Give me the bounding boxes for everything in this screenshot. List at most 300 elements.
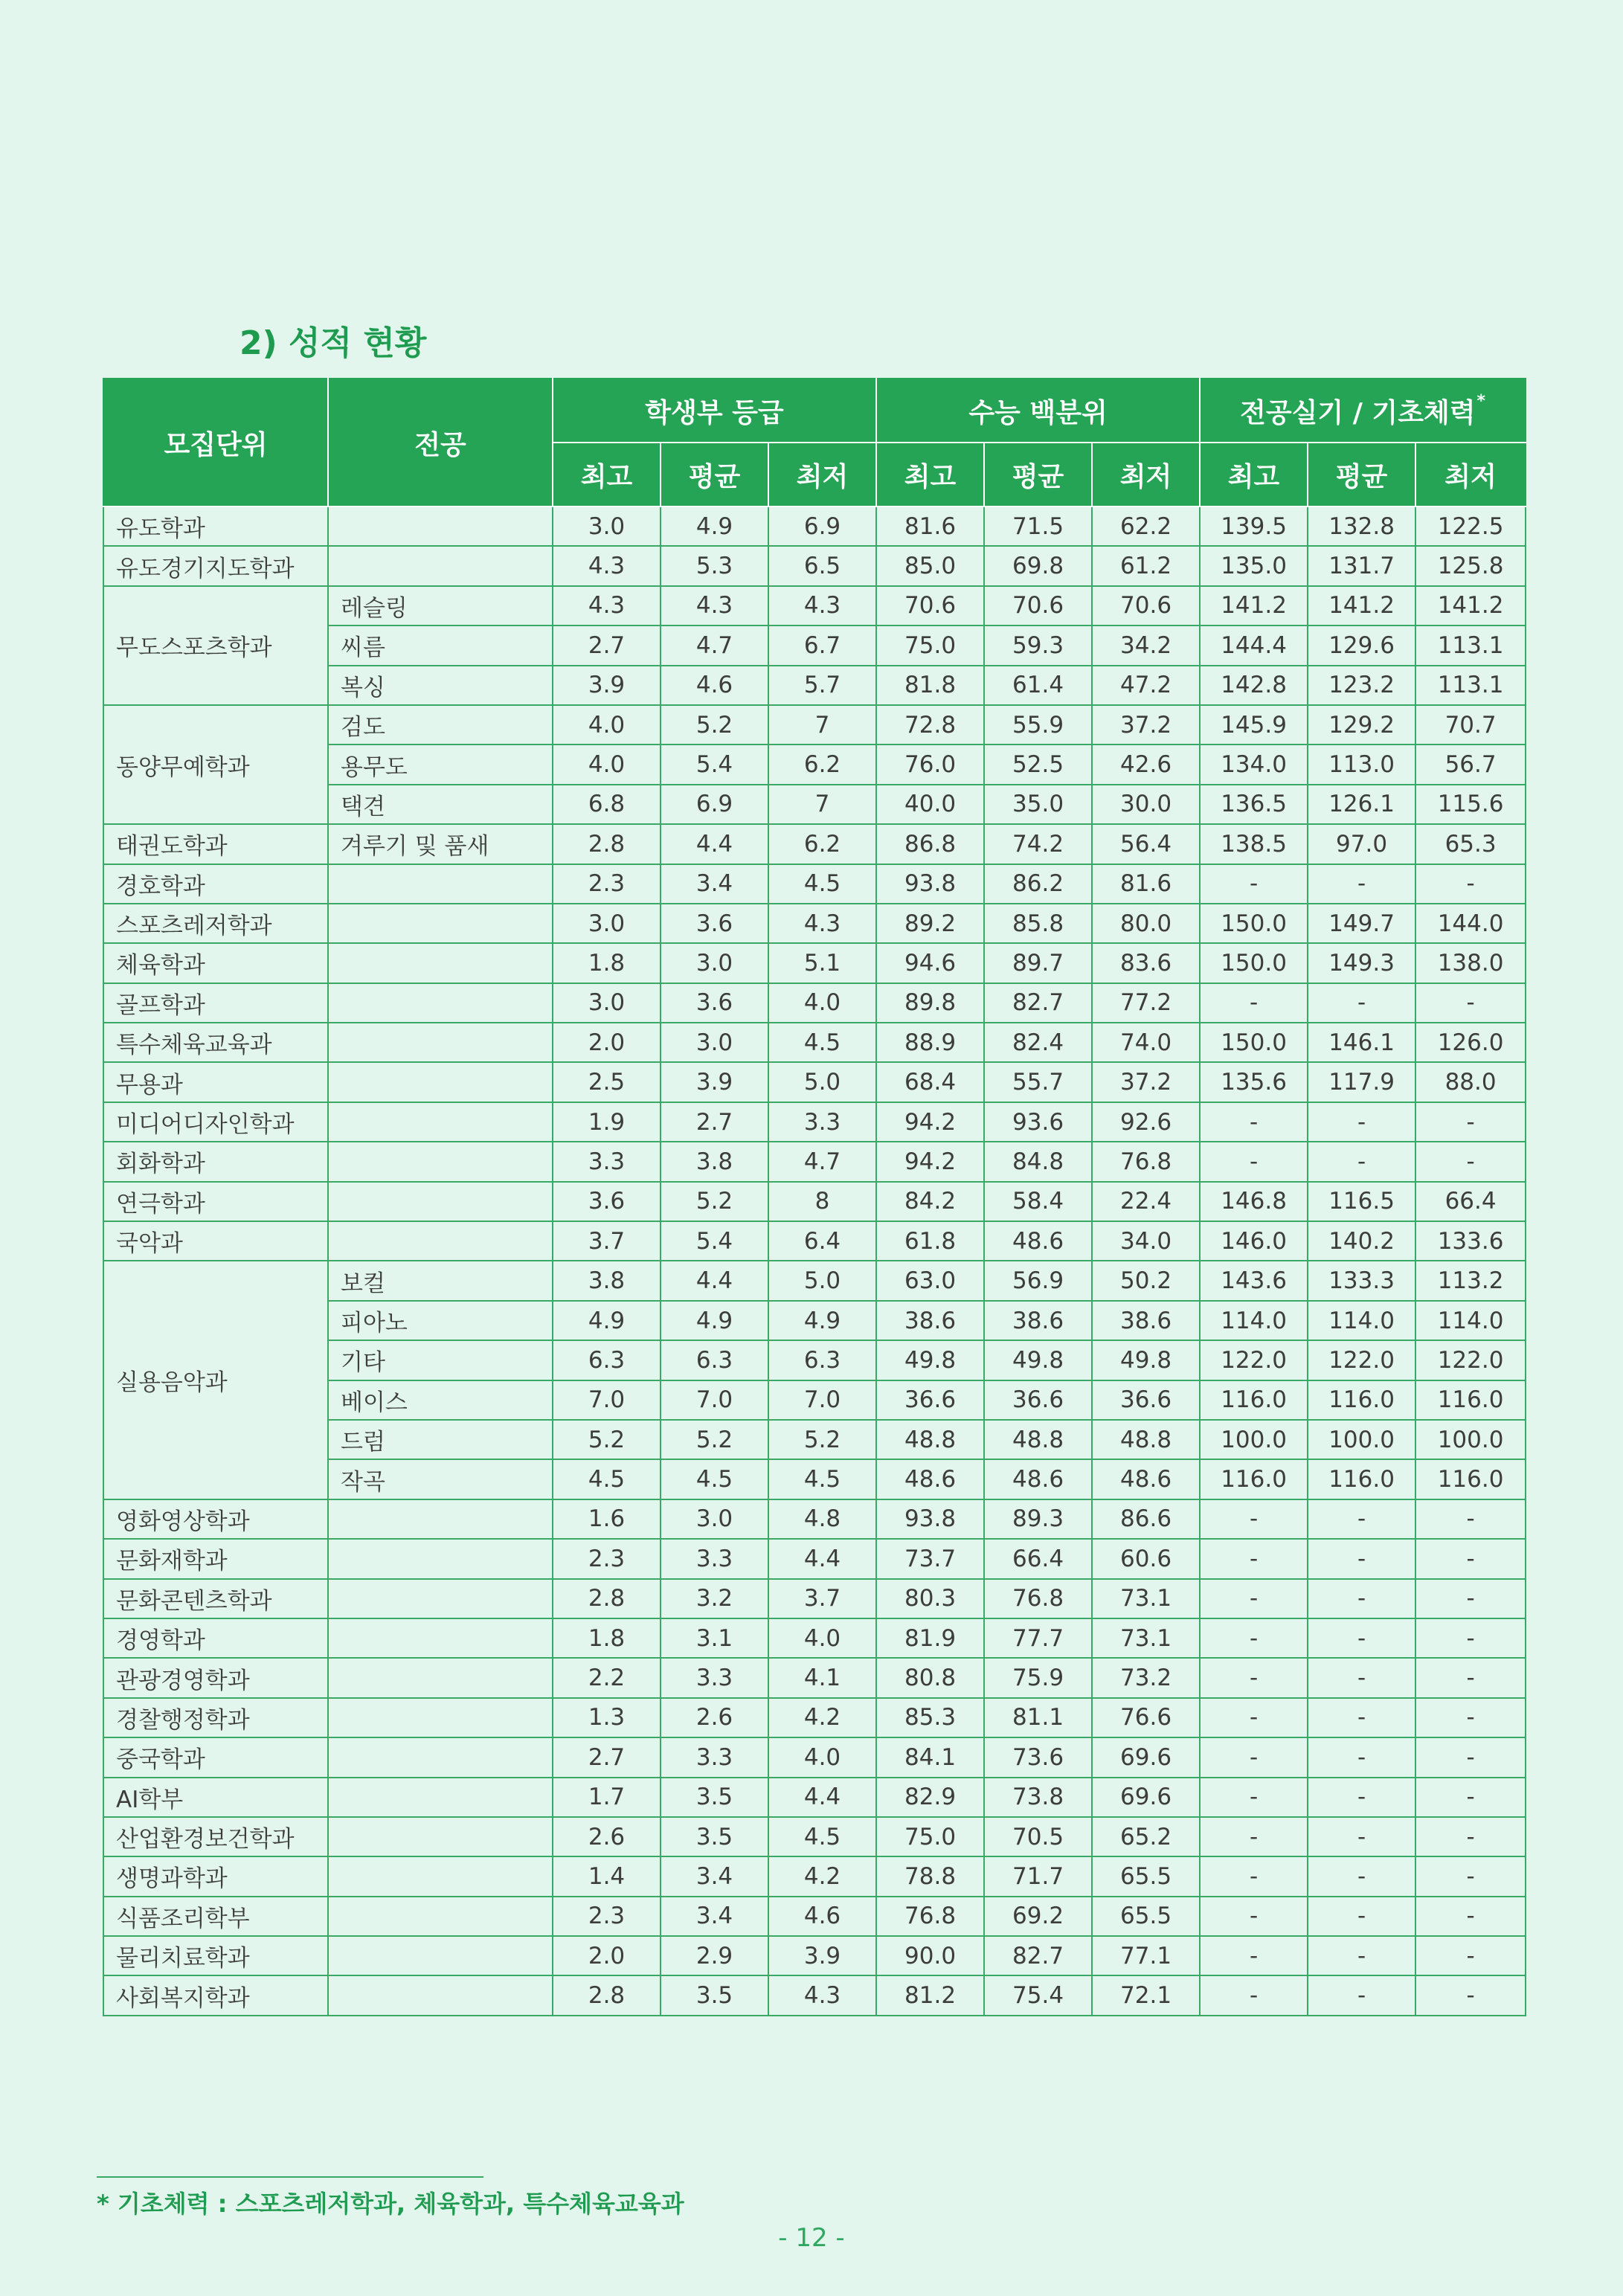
cell-practical-max: 138.5 [1200, 824, 1308, 864]
cell-major [328, 1975, 553, 2015]
cell-csat-min: 47.2 [1092, 666, 1200, 705]
cell-practical-avg: 116.0 [1308, 1459, 1415, 1499]
cell-major [328, 1102, 553, 1142]
cell-record-min: 4.9 [768, 1301, 876, 1340]
cell-practical-max: 135.6 [1200, 1062, 1308, 1102]
cell-practical-max: 143.6 [1200, 1261, 1308, 1300]
cell-csat-max: 94.2 [876, 1102, 984, 1142]
cell-csat-min: 56.4 [1092, 824, 1200, 864]
cell-csat-max: 70.6 [876, 586, 984, 626]
cell-practical-max: - [1200, 1737, 1308, 1777]
table-row [103, 1975, 1526, 2015]
cell-csat-max: 88.9 [876, 1023, 984, 1062]
table-row [103, 705, 1526, 745]
cell-practical-max: 135.0 [1200, 546, 1308, 585]
cell-csat-avg: 66.4 [984, 1539, 1092, 1578]
cell-practical-avg: - [1308, 1579, 1415, 1618]
cell-record-max: 2.8 [553, 1579, 661, 1618]
cell-csat-avg: 89.3 [984, 1499, 1092, 1539]
cell-recruit-unit: 경찰행정학과 [103, 1698, 328, 1737]
cell-recruit-unit: 무도스포츠학과 [103, 586, 328, 705]
cell-practical-max: 100.0 [1200, 1420, 1308, 1459]
cell-record-avg: 3.5 [661, 1778, 768, 1817]
cell-record-min: 4.1 [768, 1658, 876, 1697]
cell-csat-avg: 89.7 [984, 943, 1092, 983]
cell-major [328, 507, 553, 546]
cell-csat-avg: 48.6 [984, 1459, 1092, 1499]
cell-practical-avg: 122.0 [1308, 1340, 1415, 1380]
cell-record-avg: 6.9 [661, 785, 768, 824]
cell-practical-min: 70.7 [1415, 705, 1526, 745]
cell-record-max: 5.2 [553, 1420, 661, 1459]
cell-csat-avg: 48.8 [984, 1420, 1092, 1459]
header-practical-fitness [1200, 379, 1526, 443]
cell-practical-avg: 146.1 [1308, 1023, 1415, 1062]
cell-major [328, 983, 553, 1023]
cell-csat-max: 81.8 [876, 666, 984, 705]
cell-csat-max: 61.8 [876, 1221, 984, 1261]
cell-csat-avg: 49.8 [984, 1340, 1092, 1380]
cell-practical-avg: 116.0 [1308, 1380, 1415, 1420]
footnote-divider [97, 2176, 483, 2178]
cell-record-min: 4.5 [768, 1023, 876, 1062]
cell-record-max: 2.7 [553, 1737, 661, 1777]
footnote: * 기초체력 : 스포츠레저학과, 체육학과, 특수체육교육과 [97, 2190, 684, 2218]
cell-major [328, 904, 553, 943]
cell-record-avg: 5.4 [661, 745, 768, 784]
cell-csat-min: 83.6 [1092, 943, 1200, 983]
cell-recruit-unit: 미디어디자인학과 [103, 1102, 328, 1142]
cell-record-max: 2.0 [553, 1936, 661, 1975]
cell-practical-avg: 114.0 [1308, 1301, 1415, 1340]
cell-practical-avg: 140.2 [1308, 1221, 1415, 1261]
cell-recruit-unit: 문화재학과 [103, 1539, 328, 1578]
cell-record-min: 4.0 [768, 1618, 876, 1658]
cell-practical-max: 146.0 [1200, 1221, 1308, 1261]
cell-practical-avg: 131.7 [1308, 546, 1415, 585]
cell-csat-avg: 82.4 [984, 1023, 1092, 1062]
table-row [103, 1142, 1526, 1181]
cell-csat-min: 76.6 [1092, 1698, 1200, 1737]
table-row [103, 1897, 1526, 1936]
cell-csat-max: 81.9 [876, 1618, 984, 1658]
cell-major [328, 1936, 553, 1975]
cell-csat-max: 80.8 [876, 1658, 984, 1697]
table-row [103, 824, 1526, 864]
table-row [103, 983, 1526, 1023]
cell-csat-min: 60.6 [1092, 1539, 1200, 1578]
cell-record-min: 6.5 [768, 546, 876, 585]
cell-recruit-unit: 영화영상학과 [103, 1499, 328, 1539]
cell-major: 레슬링 [328, 586, 553, 626]
cell-practical-max: 136.5 [1200, 785, 1308, 824]
cell-record-max: 3.0 [553, 507, 661, 546]
cell-practical-max: - [1200, 1698, 1308, 1737]
cell-record-avg: 4.9 [661, 507, 768, 546]
table-row [103, 1618, 1526, 1658]
cell-csat-min: 77.1 [1092, 1936, 1200, 1975]
cell-record-min: 4.5 [768, 1817, 876, 1856]
cell-record-max: 3.7 [553, 1221, 661, 1261]
cell-record-max: 1.9 [553, 1102, 661, 1142]
cell-practical-avg: - [1308, 1817, 1415, 1856]
cell-practical-max: - [1200, 864, 1308, 904]
cell-recruit-unit: 유도경기지도학과 [103, 546, 328, 585]
cell-record-min: 4.5 [768, 1459, 876, 1499]
cell-csat-max: 81.6 [876, 507, 984, 546]
cell-csat-max: 81.2 [876, 1975, 984, 2015]
cell-csat-min: 73.1 [1092, 1579, 1200, 1618]
cell-major [328, 1658, 553, 1697]
cell-csat-avg: 55.9 [984, 705, 1092, 745]
cell-record-max: 2.6 [553, 1817, 661, 1856]
cell-csat-min: 61.2 [1092, 546, 1200, 585]
cell-csat-avg: 61.4 [984, 666, 1092, 705]
cell-major: 검도 [328, 705, 553, 745]
header-sub-avg: 평균 [1308, 443, 1415, 507]
cell-practical-avg: - [1308, 1737, 1415, 1777]
header-sub-min: 최저 [768, 443, 876, 507]
cell-major: 택견 [328, 785, 553, 824]
cell-csat-min: 22.4 [1092, 1182, 1200, 1221]
cell-csat-avg: 71.5 [984, 507, 1092, 546]
cell-csat-min: 70.6 [1092, 586, 1200, 626]
cell-csat-min: 74.0 [1092, 1023, 1200, 1062]
cell-csat-avg: 82.7 [984, 1936, 1092, 1975]
cell-record-min: 4.5 [768, 864, 876, 904]
cell-record-avg: 2.9 [661, 1936, 768, 1975]
cell-record-min: 4.4 [768, 1778, 876, 1817]
cell-record-avg: 4.6 [661, 666, 768, 705]
cell-recruit-unit: 산업환경보건학과 [103, 1817, 328, 1856]
cell-record-min: 5.1 [768, 943, 876, 983]
cell-practical-min: - [1415, 1737, 1526, 1777]
cell-record-min: 4.3 [768, 1975, 876, 2015]
cell-csat-min: 65.5 [1092, 1856, 1200, 1896]
cell-record-max: 3.3 [553, 1142, 661, 1181]
cell-major [328, 1579, 553, 1618]
table-row [103, 1023, 1526, 1062]
cell-practical-max: - [1200, 1579, 1308, 1618]
cell-practical-avg: 113.0 [1308, 745, 1415, 784]
cell-major [328, 1618, 553, 1658]
cell-csat-max: 89.8 [876, 983, 984, 1023]
table-row [103, 1936, 1526, 1975]
cell-practical-avg: 100.0 [1308, 1420, 1415, 1459]
cell-record-avg: 3.4 [661, 864, 768, 904]
cell-practical-avg: 126.1 [1308, 785, 1415, 824]
cell-record-max: 3.0 [553, 904, 661, 943]
cell-record-max: 4.3 [553, 546, 661, 585]
cell-record-min: 4.2 [768, 1856, 876, 1896]
table-row [103, 1499, 1526, 1539]
cell-practical-min: - [1415, 1778, 1526, 1817]
cell-csat-min: 77.2 [1092, 983, 1200, 1023]
cell-practical-min: 116.0 [1415, 1380, 1526, 1420]
cell-recruit-unit: 생명과학과 [103, 1856, 328, 1896]
cell-practical-min: 138.0 [1415, 943, 1526, 983]
cell-major: 베이스 [328, 1380, 553, 1420]
cell-record-min: 5.0 [768, 1062, 876, 1102]
cell-record-min: 6.2 [768, 745, 876, 784]
cell-record-min: 5.7 [768, 666, 876, 705]
cell-record-min: 6.4 [768, 1221, 876, 1261]
cell-csat-max: 94.2 [876, 1142, 984, 1181]
cell-practical-max: 114.0 [1200, 1301, 1308, 1340]
cell-practical-max: 146.8 [1200, 1182, 1308, 1221]
cell-recruit-unit: 무용과 [103, 1062, 328, 1102]
cell-csat-avg: 82.7 [984, 983, 1092, 1023]
cell-practical-avg: 149.3 [1308, 943, 1415, 983]
header-sub-max: 최고 [1200, 443, 1308, 507]
cell-practical-min: - [1415, 1102, 1526, 1142]
cell-csat-min: 34.2 [1092, 626, 1200, 665]
cell-csat-max: 75.0 [876, 1817, 984, 1856]
cell-practical-avg: 129.6 [1308, 626, 1415, 665]
cell-major: 작곡 [328, 1459, 553, 1499]
cell-major [328, 1539, 553, 1578]
cell-major [328, 1023, 553, 1062]
cell-practical-max: 150.0 [1200, 1023, 1308, 1062]
cell-recruit-unit: 국악과 [103, 1221, 328, 1261]
cell-recruit-unit: 연극학과 [103, 1182, 328, 1221]
cell-record-avg: 4.5 [661, 1459, 768, 1499]
cell-practical-max: 139.5 [1200, 507, 1308, 546]
cell-practical-min: 65.3 [1415, 824, 1526, 864]
cell-csat-min: 34.0 [1092, 1221, 1200, 1261]
cell-csat-max: 40.0 [876, 785, 984, 824]
cell-practical-max: - [1200, 1975, 1308, 2015]
cell-practical-min: - [1415, 1539, 1526, 1578]
cell-record-min: 4.6 [768, 1897, 876, 1936]
cell-practical-max: - [1200, 1936, 1308, 1975]
cell-record-avg: 6.3 [661, 1340, 768, 1380]
cell-record-avg: 3.8 [661, 1142, 768, 1181]
cell-csat-avg: 77.7 [984, 1618, 1092, 1658]
cell-practical-avg: - [1308, 1618, 1415, 1658]
cell-practical-avg: 132.8 [1308, 507, 1415, 546]
cell-practical-min: 122.5 [1415, 507, 1526, 546]
cell-record-avg: 3.5 [661, 1817, 768, 1856]
table-row [103, 904, 1526, 943]
cell-record-avg: 3.0 [661, 1023, 768, 1062]
cell-recruit-unit: 물리치료학과 [103, 1936, 328, 1975]
cell-record-avg: 3.3 [661, 1737, 768, 1777]
cell-record-max: 6.8 [553, 785, 661, 824]
cell-csat-min: 48.6 [1092, 1459, 1200, 1499]
cell-csat-min: 50.2 [1092, 1261, 1200, 1300]
cell-record-max: 2.3 [553, 1897, 661, 1936]
cell-practical-max: - [1200, 1658, 1308, 1697]
table-row [103, 1221, 1526, 1261]
cell-practical-min: - [1415, 1579, 1526, 1618]
cell-record-max: 1.8 [553, 943, 661, 983]
cell-practical-avg: - [1308, 1856, 1415, 1896]
cell-practical-min: 122.0 [1415, 1340, 1526, 1380]
cell-practical-min: - [1415, 1856, 1526, 1896]
cell-csat-max: 72.8 [876, 705, 984, 745]
cell-practical-min: - [1415, 1499, 1526, 1539]
cell-major [328, 1499, 553, 1539]
cell-major [328, 1856, 553, 1896]
cell-practical-max: - [1200, 1778, 1308, 1817]
cell-recruit-unit: 태권도학과 [103, 824, 328, 864]
cell-practical-avg: - [1308, 1142, 1415, 1181]
cell-practical-avg: 149.7 [1308, 904, 1415, 943]
cell-major [328, 1142, 553, 1181]
cell-record-min: 4.0 [768, 1737, 876, 1777]
cell-practical-min: 113.2 [1415, 1261, 1526, 1300]
footnote-mark: * [1476, 391, 1486, 411]
table-row [103, 1658, 1526, 1697]
cell-csat-min: 80.0 [1092, 904, 1200, 943]
table-row [103, 546, 1526, 585]
table-row [103, 1062, 1526, 1102]
cell-csat-max: 76.0 [876, 745, 984, 784]
cell-practical-min: - [1415, 1618, 1526, 1658]
cell-csat-min: 73.1 [1092, 1618, 1200, 1658]
cell-record-avg: 4.4 [661, 824, 768, 864]
cell-record-avg: 3.5 [661, 1975, 768, 2015]
cell-practical-max: - [1200, 1618, 1308, 1658]
cell-record-max: 4.5 [553, 1459, 661, 1499]
cell-record-avg: 4.7 [661, 626, 768, 665]
cell-record-avg: 3.3 [661, 1658, 768, 1697]
cell-record-min: 4.7 [768, 1142, 876, 1181]
cell-csat-min: 62.2 [1092, 507, 1200, 546]
cell-practical-avg: - [1308, 1658, 1415, 1697]
cell-record-max: 4.3 [553, 586, 661, 626]
header-unit: 모집단위 [103, 379, 328, 507]
cell-record-avg: 5.2 [661, 1182, 768, 1221]
cell-csat-min: 36.6 [1092, 1380, 1200, 1420]
cell-record-min: 5.0 [768, 1261, 876, 1300]
cell-practical-avg: 129.2 [1308, 705, 1415, 745]
cell-record-min: 4.2 [768, 1698, 876, 1737]
cell-csat-max: 85.3 [876, 1698, 984, 1737]
cell-record-max: 3.8 [553, 1261, 661, 1300]
cell-csat-min: 72.1 [1092, 1975, 1200, 2015]
cell-record-max: 2.5 [553, 1062, 661, 1102]
cell-csat-avg: 52.5 [984, 745, 1092, 784]
cell-record-avg: 3.9 [661, 1062, 768, 1102]
table-row [103, 1102, 1526, 1142]
cell-csat-min: 37.2 [1092, 1062, 1200, 1102]
cell-csat-max: 76.8 [876, 1897, 984, 1936]
cell-record-max: 1.4 [553, 1856, 661, 1896]
cell-record-min: 6.9 [768, 507, 876, 546]
cell-practical-avg: 97.0 [1308, 824, 1415, 864]
cell-record-avg: 5.2 [661, 1420, 768, 1459]
cell-csat-max: 93.8 [876, 864, 984, 904]
cell-record-min: 3.3 [768, 1102, 876, 1142]
cell-record-max: 2.3 [553, 1539, 661, 1578]
cell-practical-max: - [1200, 1499, 1308, 1539]
cell-csat-min: 69.6 [1092, 1778, 1200, 1817]
cell-csat-avg: 59.3 [984, 626, 1092, 665]
cell-practical-max: 150.0 [1200, 943, 1308, 983]
cell-record-max: 2.8 [553, 824, 661, 864]
cell-recruit-unit: 특수체육교육과 [103, 1023, 328, 1062]
cell-record-avg: 3.2 [661, 1579, 768, 1618]
cell-record-max: 2.7 [553, 626, 661, 665]
cell-record-min: 6.2 [768, 824, 876, 864]
cell-csat-max: 94.6 [876, 943, 984, 983]
cell-major [328, 1062, 553, 1102]
cell-major [328, 1737, 553, 1777]
cell-record-max: 3.0 [553, 983, 661, 1023]
cell-practical-max: 116.0 [1200, 1380, 1308, 1420]
cell-record-avg: 3.0 [661, 943, 768, 983]
cell-record-avg: 2.7 [661, 1102, 768, 1142]
cell-csat-avg: 71.7 [984, 1856, 1092, 1896]
cell-practical-min: 56.7 [1415, 745, 1526, 784]
page-number: - 12 - [778, 2223, 845, 2253]
cell-csat-avg: 75.4 [984, 1975, 1092, 2015]
cell-csat-max: 90.0 [876, 1936, 984, 1975]
cell-practical-min: 125.8 [1415, 546, 1526, 585]
header-csat-percentile: 수능 백분위 [876, 379, 1200, 443]
cell-csat-avg: 70.5 [984, 1817, 1092, 1856]
cell-major: 겨루기 및 품새 [328, 824, 553, 864]
cell-record-min: 4.4 [768, 1539, 876, 1578]
cell-practical-avg: 141.2 [1308, 586, 1415, 626]
cell-record-avg: 3.6 [661, 904, 768, 943]
cell-practical-min: - [1415, 1897, 1526, 1936]
section-title: 2) 성적 현황 [240, 324, 427, 362]
cell-practical-max: - [1200, 1897, 1308, 1936]
header-sub-min: 최저 [1092, 443, 1200, 507]
cell-csat-max: 84.1 [876, 1737, 984, 1777]
cell-csat-avg: 76.8 [984, 1579, 1092, 1618]
cell-practical-avg: 123.2 [1308, 666, 1415, 705]
cell-recruit-unit: 회화학과 [103, 1142, 328, 1181]
cell-csat-max: 80.3 [876, 1579, 984, 1618]
cell-csat-min: 49.8 [1092, 1340, 1200, 1380]
cell-csat-min: 30.0 [1092, 785, 1200, 824]
cell-csat-max: 38.6 [876, 1301, 984, 1340]
cell-csat-avg: 75.9 [984, 1658, 1092, 1697]
table-row [103, 586, 1526, 626]
cell-record-avg: 3.4 [661, 1897, 768, 1936]
cell-practical-min: - [1415, 1975, 1526, 2015]
cell-csat-min: 73.2 [1092, 1658, 1200, 1697]
cell-csat-avg: 73.6 [984, 1737, 1092, 1777]
cell-csat-min: 69.6 [1092, 1737, 1200, 1777]
cell-practical-max: - [1200, 983, 1308, 1023]
cell-record-avg: 5.4 [661, 1221, 768, 1261]
cell-record-min: 6.3 [768, 1340, 876, 1380]
cell-csat-avg: 84.8 [984, 1142, 1092, 1181]
cell-major: 복싱 [328, 666, 553, 705]
cell-recruit-unit: 사회복지학과 [103, 1975, 328, 2015]
cell-csat-min: 37.2 [1092, 705, 1200, 745]
cell-csat-min: 81.6 [1092, 864, 1200, 904]
table-row [103, 1737, 1526, 1777]
table-row [103, 1817, 1526, 1856]
cell-record-avg: 4.4 [661, 1261, 768, 1300]
cell-major: 용무도 [328, 745, 553, 784]
cell-practical-min: 141.2 [1415, 586, 1526, 626]
table-row [103, 864, 1526, 904]
cell-csat-min: 92.6 [1092, 1102, 1200, 1142]
cell-csat-min: 65.2 [1092, 1817, 1200, 1856]
cell-recruit-unit: 식품조리학부 [103, 1897, 328, 1936]
cell-recruit-unit: 관광경영학과 [103, 1658, 328, 1697]
header-sub-max: 최고 [553, 443, 661, 507]
cell-practical-avg: 116.5 [1308, 1182, 1415, 1221]
cell-csat-max: 48.6 [876, 1459, 984, 1499]
